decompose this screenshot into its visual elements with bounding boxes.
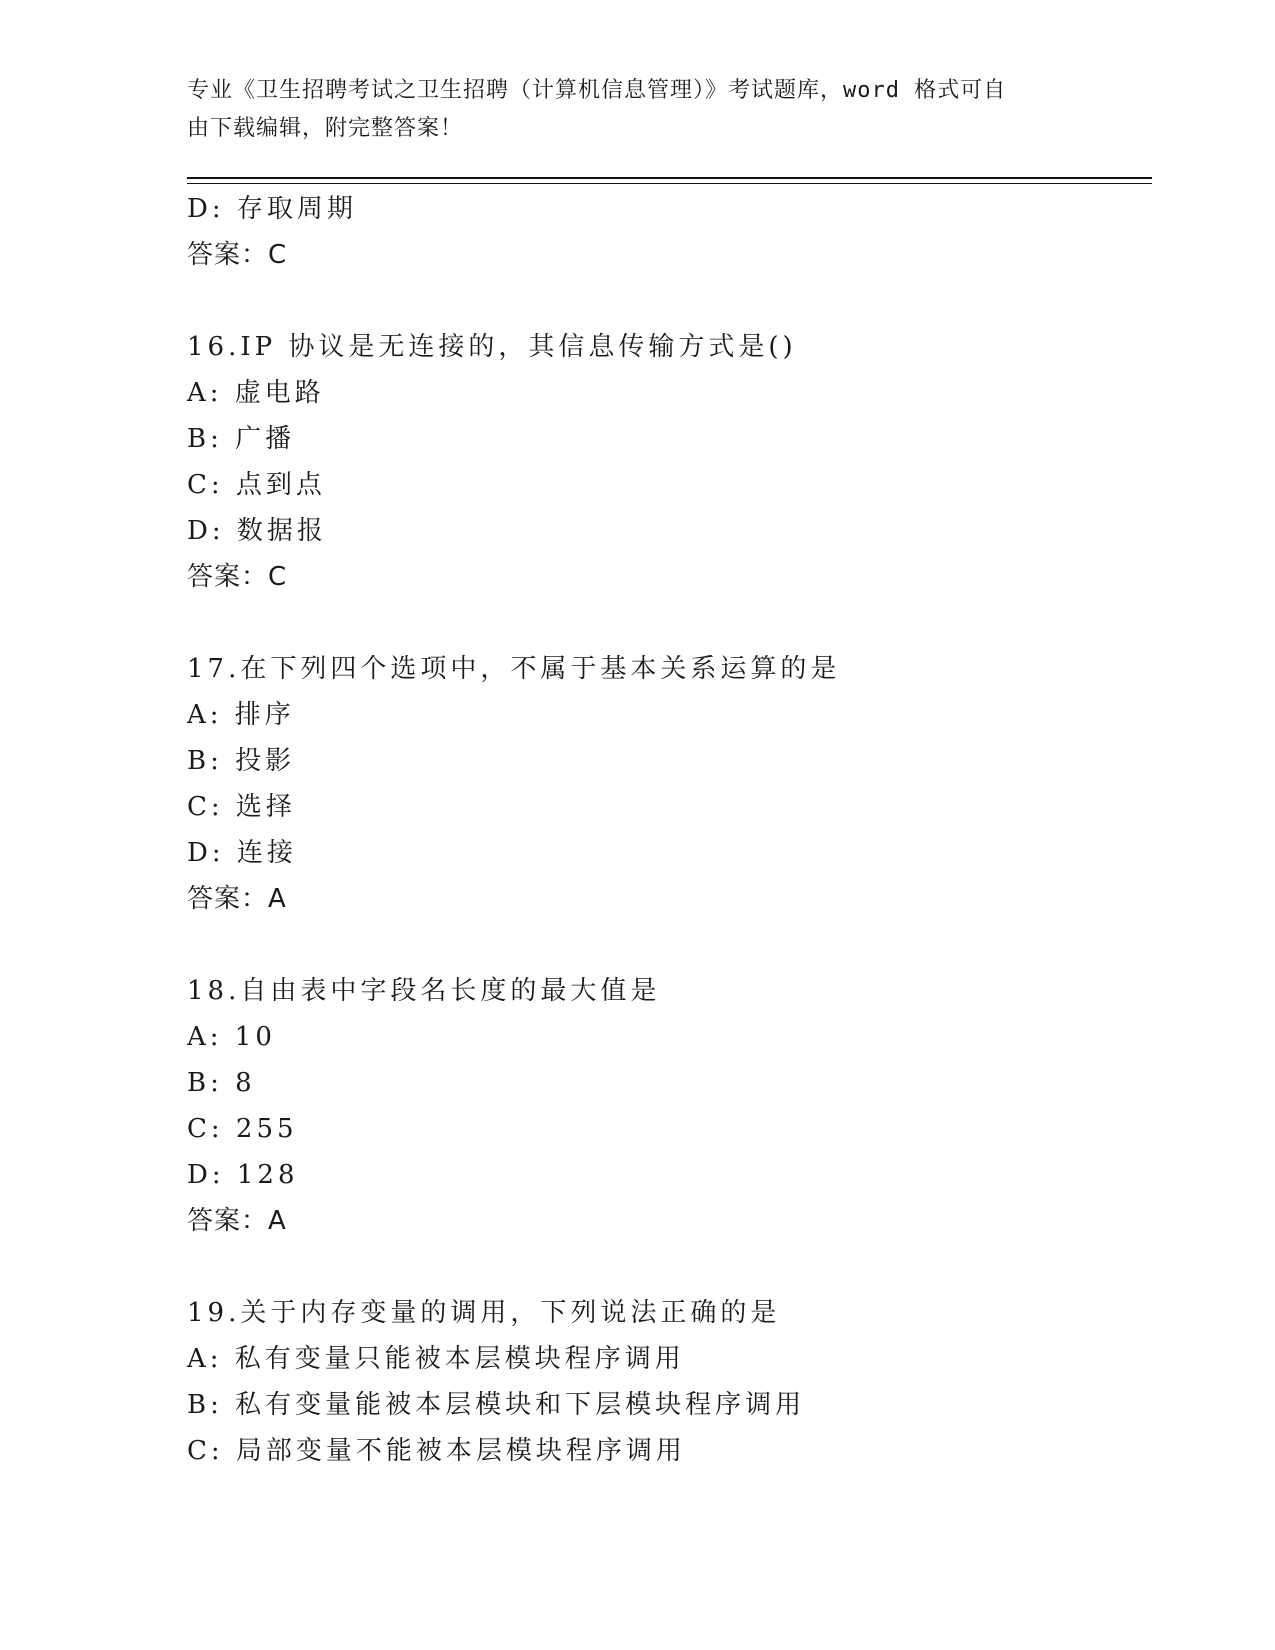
question-list [187,186,1147,1474]
question-16-answer: 答案：C [187,562,288,592]
question-16: 16.IP 协议是无连接的，其信息传输方式是() [187,332,797,362]
question-16-option-a: A: 虚电路 [187,378,325,408]
question-18-option-c: C: 255 [187,1114,298,1144]
question-16-option-d: D: 数据报 [187,516,327,546]
question-18: 18.自由表中字段名长度的最大值是 [187,976,661,1006]
question-17-option-d: D: 连接 [187,838,297,868]
spacer [187,278,1147,324]
question-18-answer: 答案：A [187,1206,287,1236]
header-line-1: 专业《卫生招聘考试之卫生招聘（计算机信息管理）》考试题库，word 格式可自 [187,78,1007,103]
question-18-option-a: A: 10 [187,1022,276,1052]
question-17-option-a: A: 排序 [187,700,295,730]
question-17-option-b: B: 投影 [187,746,296,776]
question-18-option-d: D: 128 [187,1160,299,1190]
question-19-option-b: B: 私有变量能被本层模块和下层模块程序调用 [187,1390,806,1420]
question-18-option-b: B: 8 [187,1068,256,1098]
question-17-option-c: C: 选择 [187,792,296,822]
header-line-2: 由下载编辑，附完整答案！ [187,116,464,141]
question-19-option-a: A: 私有变量只能被本层模块程序调用 [187,1344,685,1374]
header-rule-thin [187,183,1152,184]
question-19: 19.关于内存变量的调用，下列说法正确的是 [187,1298,781,1328]
spacer [187,922,1147,968]
question-16-option-c: C: 点到点 [187,470,326,500]
prev-option-d: D: 存取周期 [187,194,357,224]
spacer [187,600,1147,646]
document-header [187,72,1067,148]
question-17: 17.在下列四个选项中，不属于基本关系运算的是 [187,654,841,684]
question-19-option-c: C: 局部变量不能被本层模块程序调用 [187,1436,686,1466]
question-17-answer: 答案：A [187,884,287,914]
header-rule-thick [187,177,1152,179]
spacer [187,1244,1147,1290]
question-16-option-b: B: 广播 [187,424,296,454]
prev-answer: 答案：C [187,240,288,270]
